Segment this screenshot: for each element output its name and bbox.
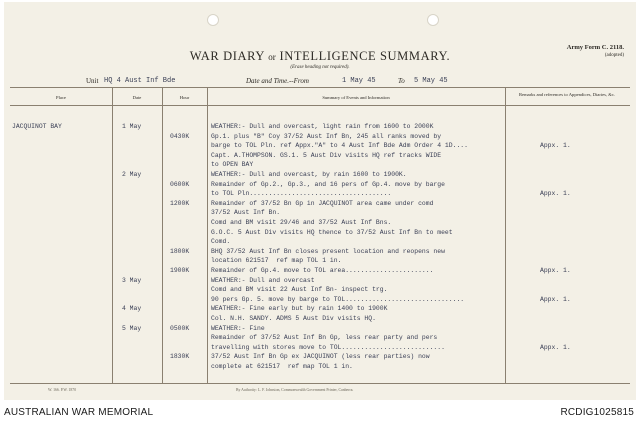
column-divider: [207, 88, 208, 383]
punch-hole: [207, 14, 219, 26]
entry-remark: Appx. 1.: [540, 142, 571, 150]
entry-text: WEATHER:- Dull and overcast, by rain 1600 to 1900K.: [211, 171, 407, 178]
entry-text: barge to TOL Pln. ref Appx."A" to 4 Aust Inf Bde Adm Order 4 1D....: [211, 142, 468, 150]
title-or: or: [268, 52, 276, 62]
entry-text: WEATHER:- Dull and overcast, light rain from 1600 to 2000K: [211, 123, 434, 130]
entry-hour: 0430K: [170, 132, 190, 140]
column-header-date: Date: [132, 95, 142, 100]
column-divider: [112, 88, 113, 383]
form-subtitle: (Erase heading not required).: [290, 65, 350, 70]
entry-remark: Appx. 1.: [540, 267, 571, 274]
title-war-diary: WAR DIARY: [189, 49, 265, 63]
entry-text: 90 pers Gp. 5. move by barge to TOL...............................: [211, 295, 465, 303]
entry-place: JACQUINOT BAY: [12, 123, 62, 130]
entry-text: WEATHER:- Fine: [211, 324, 265, 332]
entry-text: Capt. A.THOMPSON. GS.1. 5 Aust Div visits HQ ref tracks WIDE: [211, 151, 442, 159]
entry-text: Comd.: [211, 238, 231, 246]
printer-authority: By Authority: L. F. Johnston, Commonwealth Government Printer, Canberra.: [236, 388, 354, 392]
army-form-sub: (adopted): [604, 53, 624, 58]
entry-date: 5 May: [122, 324, 142, 332]
entry-text: Comd and BM visit 22 Aust Inf Bn- inspect trg.: [211, 286, 388, 294]
date-to-value: 5 May 45: [414, 77, 448, 85]
entry-text: 37/52 Aust Inf Bn Gp ex JACQUINOT (less rear parties) now: [211, 353, 430, 361]
entry-text: Comd and BM visit 29/46 and 37/52 Aust Inf Bns.: [211, 219, 392, 226]
date-time-label: Date and Time.--From: [246, 77, 309, 85]
column-header-summary: Summary of Events and Information: [322, 95, 390, 100]
unit-value: HQ 4 Aust Inf Bde: [104, 77, 176, 85]
entry-text: Remainder of 37/52 Bn Gp in JACQUINOT area came under comd: [211, 199, 434, 207]
column-header-hour: Hour: [179, 95, 190, 100]
archive-id: RCDIG1025815: [560, 407, 634, 418]
entry-hour: 0500K: [170, 324, 190, 332]
entry-text: Gp.1. plus "B" Coy 37/52 Aust Inf Bn, 245 all ranks moved by: [211, 132, 442, 140]
entry-hour: 1900K: [170, 267, 190, 274]
entry-date: 1 May: [122, 123, 142, 130]
entry-text: Remainder of 37/52 Aust Inf Bn Gp, less rear party and pers: [211, 334, 438, 342]
entry-remark: Appx. 1.: [540, 295, 571, 303]
entry-hour: 1200K: [170, 199, 190, 207]
entry-text: G.O.C. 5 Aust Div visits HQ thence to 37/52 Aust Inf Bn to meet: [211, 228, 453, 236]
entry-date: 2 May: [122, 171, 142, 178]
to-label: To: [398, 77, 405, 85]
header-divider: [10, 105, 630, 106]
column-header-remarks: Remarks and references to Appendices, Diaries, &c.: [518, 92, 616, 97]
entry-remark: Appx. 1.: [540, 343, 571, 351]
entry-text: WEATHER:- Fine early but by rain 1400 to 1900K: [211, 305, 388, 313]
archive-caption: AUSTRALIAN WAR MEMORIAL: [4, 407, 154, 418]
diary-table: [10, 87, 630, 384]
entry-text: Remainder of Gp.4. move to TOL area.......................: [211, 267, 434, 274]
entry-date: 3 May: [122, 276, 142, 284]
form-title: [4, 49, 636, 64]
entry-hour: 0600K: [170, 180, 190, 188]
army-form-number: Army Form C. 2118.: [566, 44, 624, 51]
entry-text: complete at 621517 ref map TOL 1 in.: [211, 363, 353, 370]
entry-text: Col. N.H. SANDY. ADMS 5 Aust Div visits HQ.: [211, 315, 376, 322]
diary-page: [4, 2, 636, 400]
punch-hole: [427, 14, 439, 26]
entry-hour: 1800K: [170, 247, 190, 255]
entry-date: 4 May: [122, 305, 142, 313]
entry-text: travelling with stores move to TOL...........................: [211, 343, 445, 351]
entry-text: to OPEN BAY: [211, 161, 254, 169]
date-from-value: 1 May 45: [342, 77, 376, 85]
entry-text: Remainder of Gp.2., Gp.3., and 16 pers of Gp.4. move by barge: [211, 180, 445, 188]
column-header-place: Place: [56, 95, 66, 100]
column-divider: [505, 88, 506, 383]
entry-text: to TOL Pln.....................................: [211, 190, 392, 198]
unit-label: Unit: [86, 77, 99, 85]
army-form-label: [567, 44, 624, 60]
entry-text: 37/52 Aust Inf Bn.: [211, 209, 281, 217]
entry-hour: 1830K: [170, 353, 190, 361]
title-intelligence-summary: INTELLIGENCE SUMMARY.: [279, 49, 451, 63]
entry-text: location 621517 ref map TOL 1 in.: [211, 257, 342, 265]
entry-remark: Appx. 1.: [540, 190, 571, 198]
column-divider: [162, 88, 163, 383]
entry-text: WEATHER:- Dull and overcast: [211, 276, 315, 284]
entry-text: BHQ 37/52 Aust Inf Bn closes present location and reopens new: [211, 247, 445, 255]
print-code: W. 166. P.W. 1870: [48, 388, 77, 392]
